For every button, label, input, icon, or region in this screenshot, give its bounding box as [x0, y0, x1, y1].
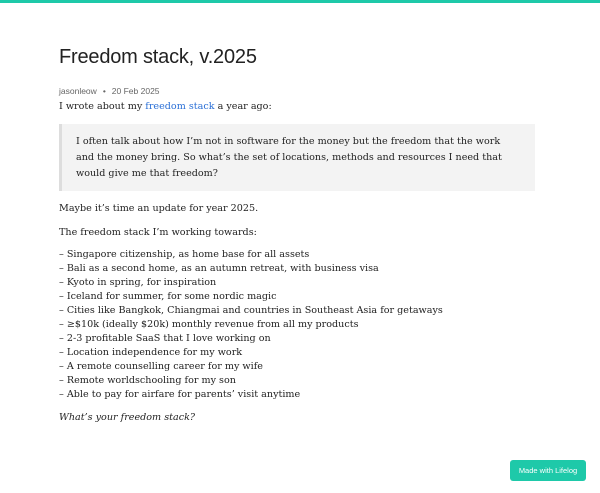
list-item: – Singapore citizenship, as home base for all assets: [59, 249, 310, 260]
list-item: – Cities like Bangkok, Chiangmai and countries in Southeast Asia for getaways: [59, 305, 443, 316]
list-item: – Kyoto in spring, for inspiration: [59, 277, 217, 288]
intro-text: I wrote about my: [59, 101, 146, 112]
paragraph: The freedom stack I’m working towards:: [59, 227, 257, 238]
list-item: – Remote worldschooling for my son: [59, 375, 236, 386]
post: [59, 44, 535, 425]
post-title: Freedom stack, v.2025: [59, 46, 257, 68]
freedom-stack-link[interactable]: freedom stack: [145, 101, 215, 112]
list-item: – 2-3 profitable SaaS that I love working on: [59, 333, 271, 344]
list-item: – Bali as a second home, as an autumn retreat, with business visa: [59, 263, 379, 274]
list-item: – Iceland for summer, for some nordic magic: [59, 291, 277, 302]
post-date: 20 Feb 2025: [111, 86, 160, 96]
separator: •: [102, 86, 106, 96]
paragraph: Maybe it’s time an update for year 2025.: [59, 203, 259, 214]
post-meta: [59, 86, 535, 96]
list-item: – Location independence for my work: [59, 347, 243, 358]
freedom-list: [59, 248, 535, 402]
author-link[interactable]: jasonleow: [59, 86, 97, 96]
made-with-lifelog-button[interactable]: Made with Lifelog: [510, 460, 586, 481]
list-item: – Able to pay for airfare for parents’ visit anytime: [59, 389, 301, 400]
list-item: – ≥$10k (ideally $20k) monthly revenue from all my products: [59, 319, 359, 330]
top-accent-bar: [0, 0, 600, 3]
quote-text: I often talk about how I’m not in software for the money but the freedom that the work and the money bring. So what’s the set of locations, methods and resources I need that would give me that freedom?: [76, 136, 502, 179]
intro-text-end: a year ago:: [214, 101, 272, 112]
blockquote: [59, 124, 535, 191]
intro-paragraph: [59, 100, 535, 114]
list-item: – A remote counselling career for my wife: [59, 361, 263, 372]
closing-question: What’s your freedom stack?: [59, 412, 196, 423]
